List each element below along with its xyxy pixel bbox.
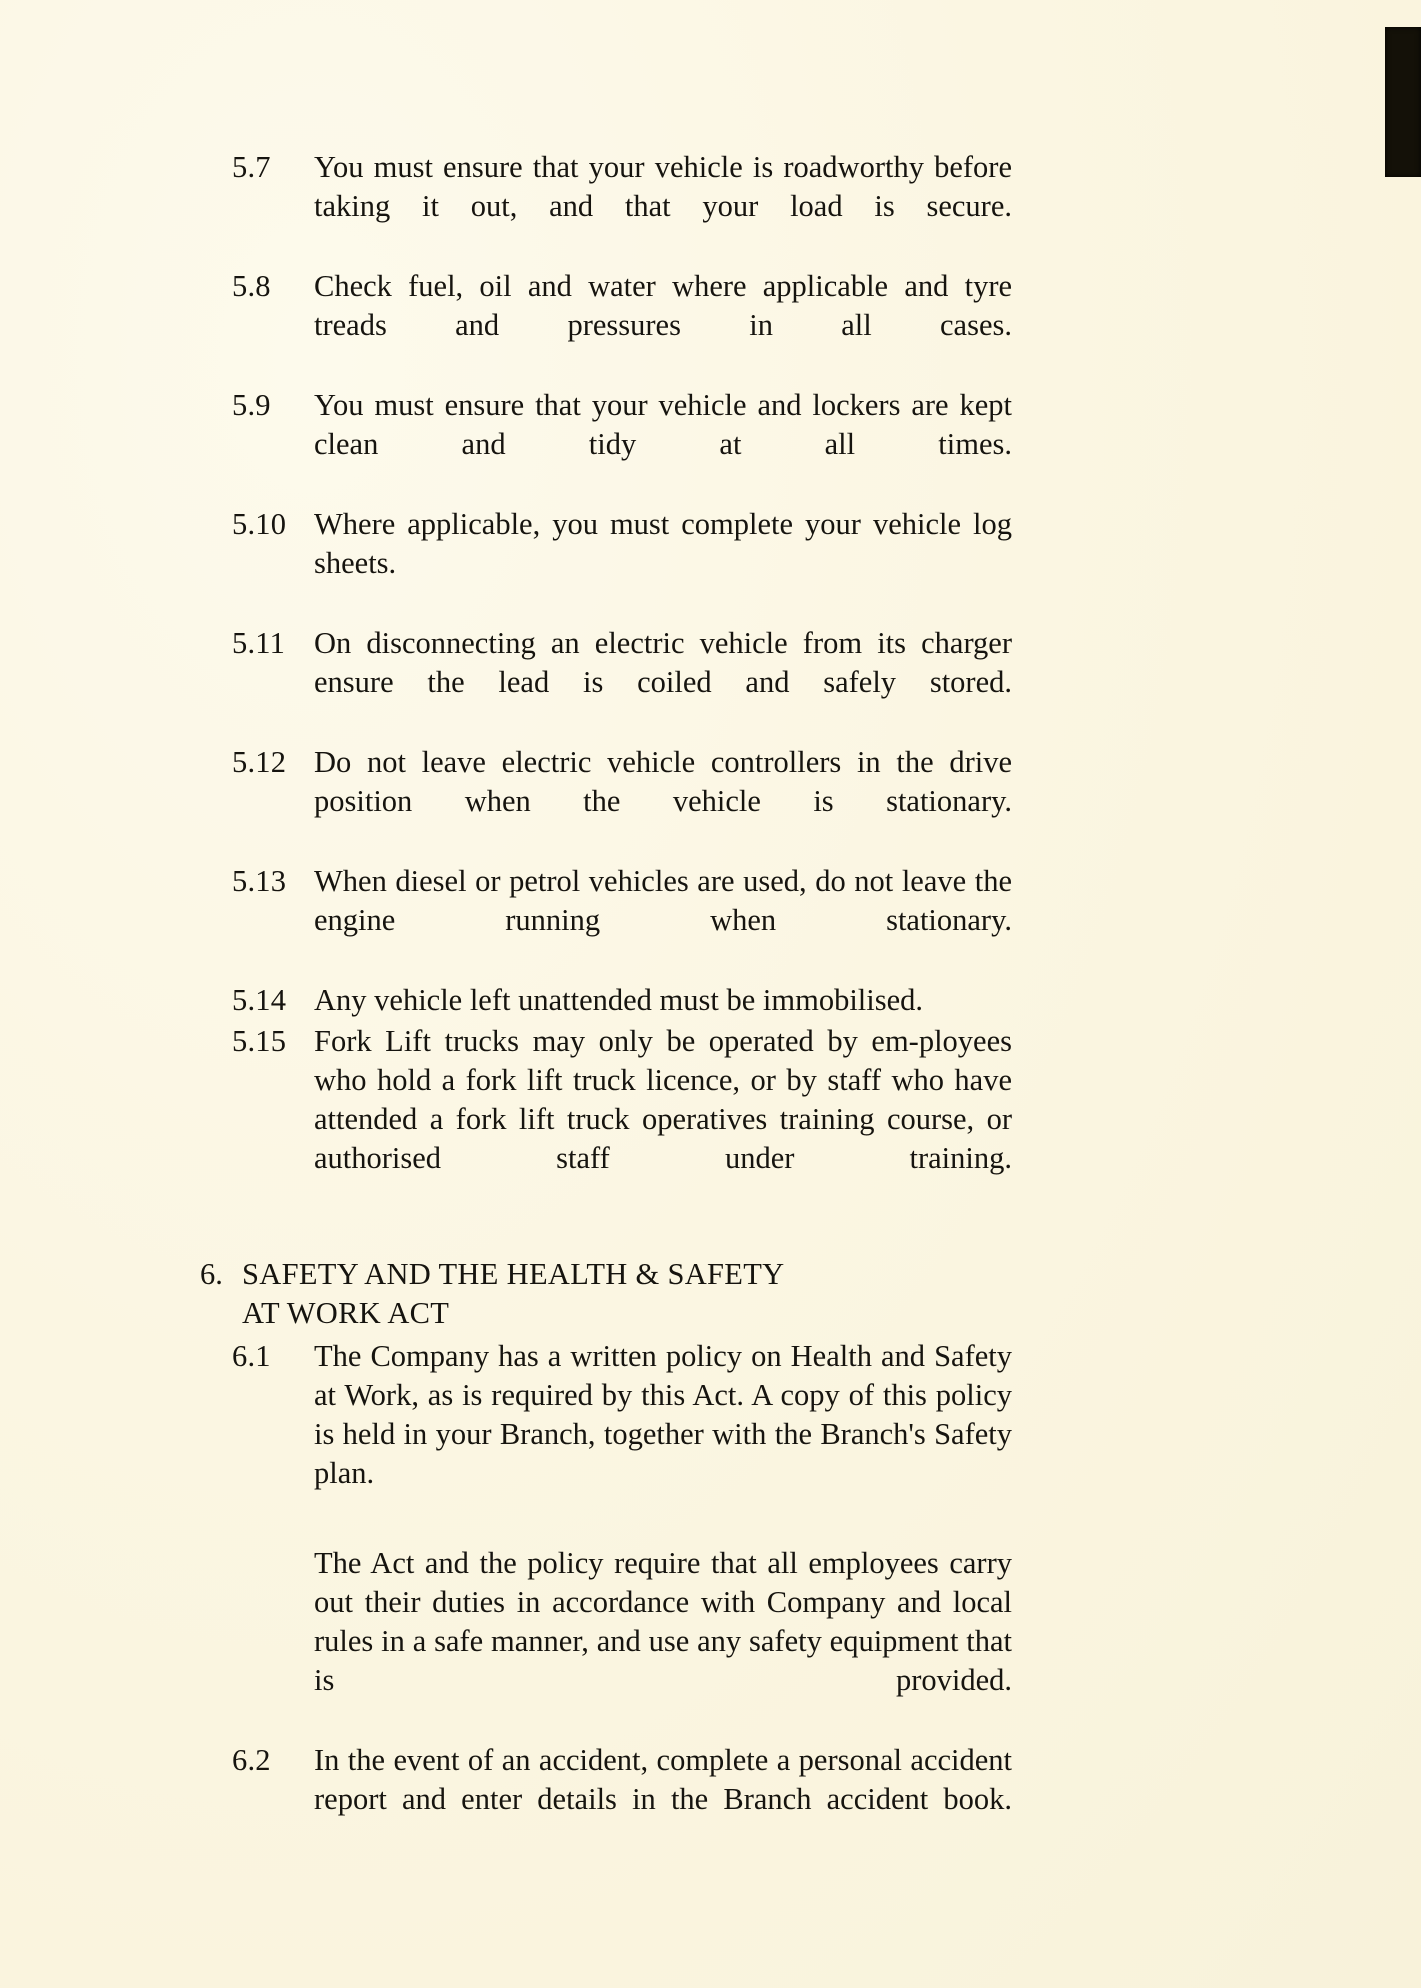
section-title — [242, 1255, 1012, 1333]
clause-line: Any vehicle left unattended must be immobilised. — [314, 983, 924, 1017]
clause-6-2 — [232, 1741, 1012, 1858]
clause-number: 6.1 — [232, 1339, 271, 1373]
clause-line: accident book. — [826, 1782, 1013, 1816]
clause-5-13 — [232, 862, 1012, 979]
clause-number: 5.13 — [232, 864, 287, 898]
section-heading-6 — [200, 1255, 1012, 1333]
clause-paragraph — [314, 1741, 1012, 1858]
section-title-line-2: AT WORK ACT — [242, 1296, 450, 1330]
clause-line: You must ensure that your vehicle is roadworthy — [314, 150, 924, 184]
clause-5-11 — [232, 624, 1012, 741]
clause-line: Do not leave electric vehicle controllers in the — [314, 745, 934, 779]
clause-number: 5.9 — [232, 388, 271, 422]
clause-line: Check fuel, oil and water where applicable and — [314, 269, 949, 303]
clause-line: log sheets. — [314, 507, 1012, 580]
clause-paragraph — [314, 1337, 1012, 1532]
clause-line: accident report and enter details in the Branch — [314, 1743, 1013, 1816]
clause-line: Fork Lift trucks may only be operated by em- — [314, 1024, 919, 1058]
clause-5-7 — [232, 148, 1012, 265]
clause-line: charger ensure the lead is coiled and safely stored. — [314, 626, 1012, 699]
clause-line: Safety at Work, as is required by this Act. A — [314, 1339, 1012, 1412]
clause-line: The Act and the policy require that all employees — [314, 1546, 939, 1580]
clause-5-15 — [232, 1022, 1012, 1217]
clause-line: In the event of an accident, complete a personal — [314, 1743, 902, 1777]
clause-6-1 — [232, 1337, 1012, 1739]
clause-line: Where applicable, you must complete your vehicle — [314, 507, 962, 541]
clause-text — [314, 1337, 1012, 1739]
clause-line: operatives training course, or authorised staff — [314, 1102, 1012, 1175]
clause-text — [314, 505, 1012, 622]
clause-line: The Company has a written policy on Health and — [314, 1339, 926, 1373]
clause-line: When diesel or petrol vehicles are used, do not — [314, 864, 894, 898]
clause-text — [314, 1741, 1012, 1858]
clause-5-8 — [232, 267, 1012, 384]
clause-5-10 — [232, 505, 1012, 622]
clause-number: 5.14 — [232, 983, 287, 1017]
clause-number: 5.10 — [232, 507, 287, 541]
clause-line: leave the engine running when stationary. — [314, 864, 1012, 937]
clause-text — [314, 386, 1012, 503]
clause-number: 5.11 — [232, 626, 286, 660]
clause-text — [314, 862, 1012, 979]
section-number: 6. — [200, 1257, 223, 1291]
clause-text — [314, 624, 1012, 741]
clause-line: ployees who hold a fork lift truck licence, or — [314, 1024, 1012, 1097]
clause-5-9 — [232, 386, 1012, 503]
clause-5-14 — [232, 981, 1012, 1020]
clause-number: 5.7 — [232, 150, 271, 184]
clause-number: 5.8 — [232, 269, 271, 303]
clause-line: safety equipment that is provided. — [314, 1624, 1012, 1697]
section-6-clauses — [232, 1337, 1012, 1858]
clause-line: by staff who have attended a fork lift truck — [314, 1063, 1013, 1136]
clause-paragraph — [314, 1544, 1012, 1739]
clause-line: and local rules in a safe manner, and use any — [314, 1585, 1013, 1658]
clause-line: copy of this policy is held in your Branch, — [314, 1378, 1013, 1451]
clause-line: together with the Branch's Safety plan. — [314, 1417, 1013, 1490]
clause-line: are kept clean and tidy at all times. — [314, 388, 1012, 461]
clause-line: tyre treads and pressures in all cases. — [314, 269, 1013, 342]
clause-text — [314, 267, 1012, 384]
clause-line: You must ensure that your vehicle and lockers — [314, 388, 901, 422]
clause-number: 5.15 — [232, 1024, 287, 1058]
clause-line: On disconnecting an electric vehicle from its — [314, 626, 907, 660]
clause-5-12 — [232, 743, 1012, 860]
clause-number: 6.2 — [232, 1743, 271, 1777]
clause-line: carry out their duties in accordance with Company — [314, 1546, 1012, 1619]
clause-text — [314, 148, 1012, 265]
clause-number: 5.12 — [232, 745, 287, 779]
clause-text — [314, 981, 1012, 1020]
clause-text — [314, 743, 1012, 860]
section-title-line-1: SAFETY AND THE HEALTH & SAFETY — [242, 1257, 785, 1291]
clause-line: drive position when the vehicle is stationary. — [314, 745, 1013, 818]
clause-line: under training. — [724, 1141, 1012, 1175]
text-column — [200, 148, 1013, 1860]
clause-line: before taking it out, and that your load is secure. — [314, 150, 1012, 223]
clause-text — [314, 1022, 1012, 1217]
